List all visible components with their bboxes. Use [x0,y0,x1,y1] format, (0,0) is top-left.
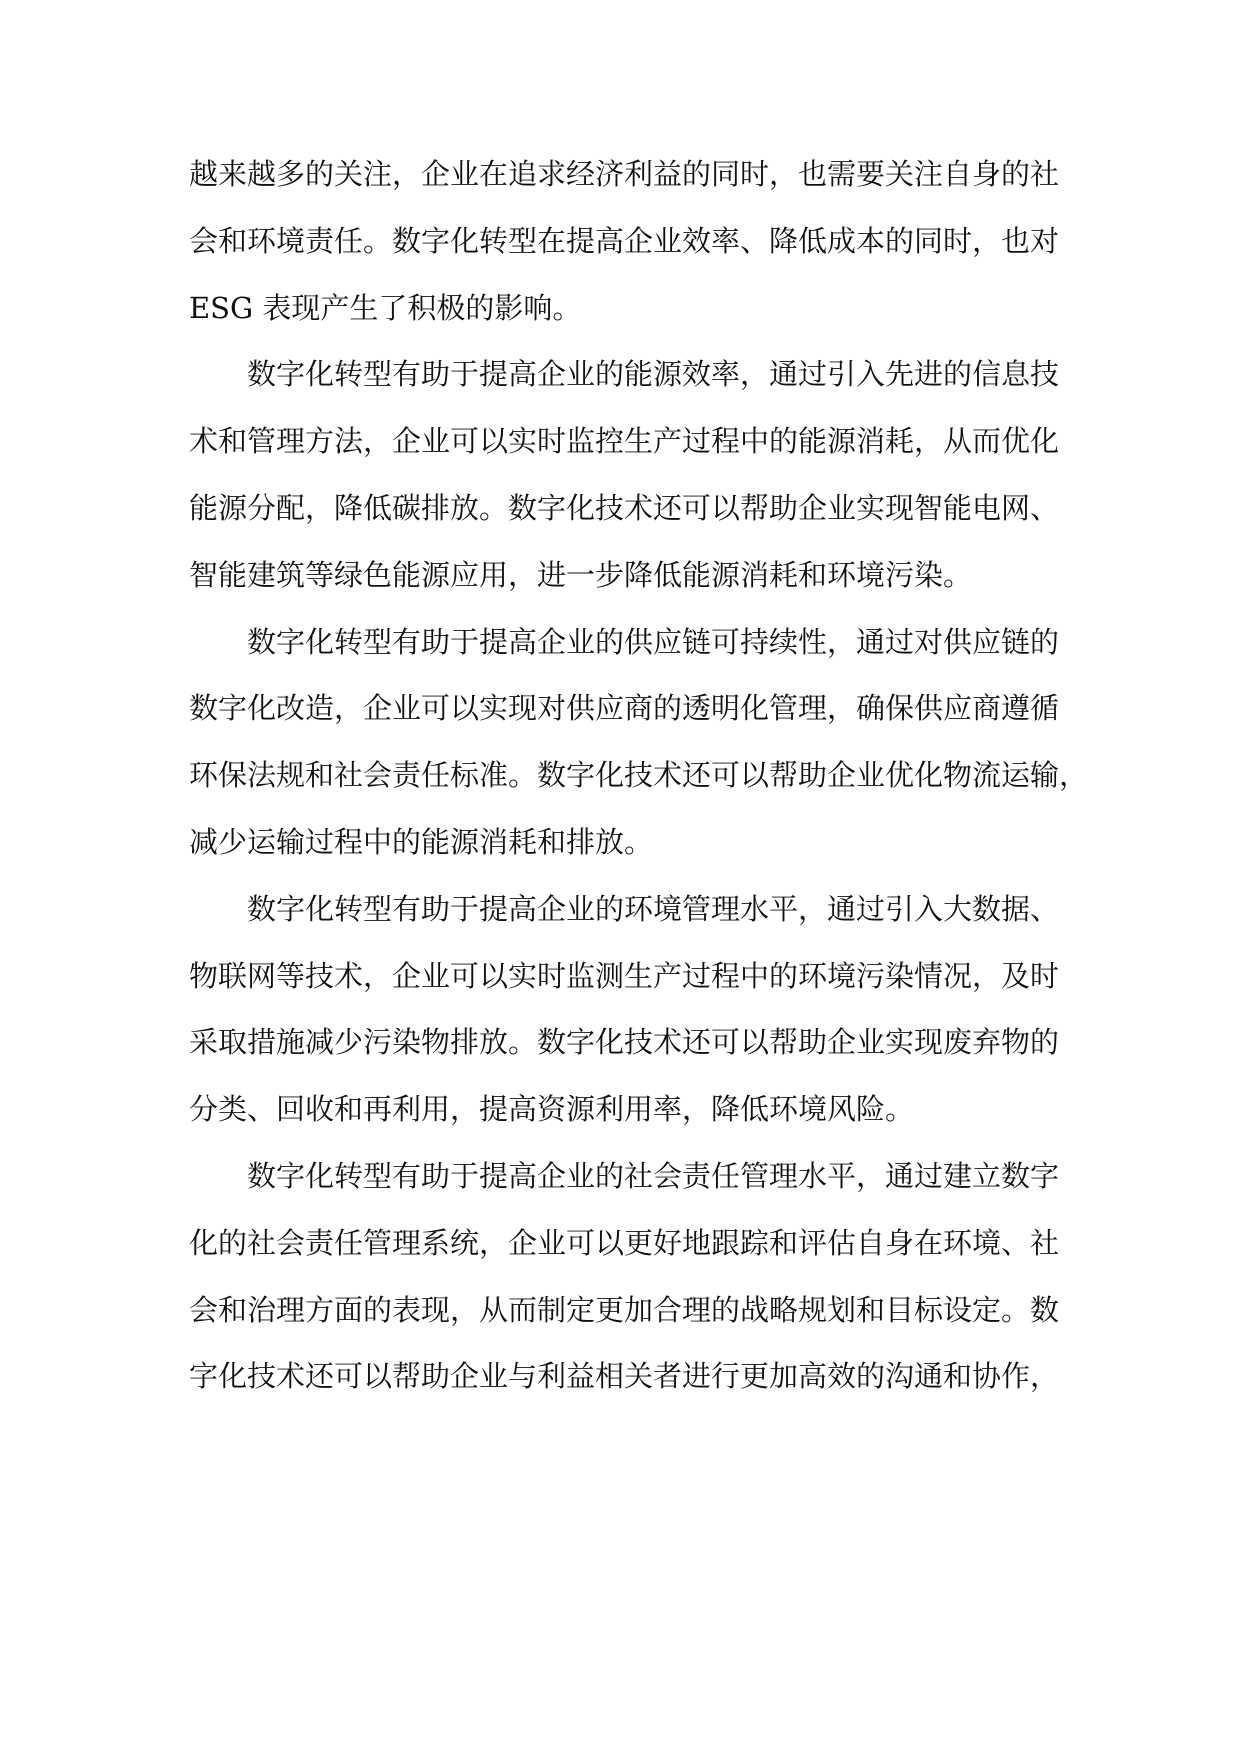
text-line: 会和环境责任。数字化转型在提高企业效率、降低成本的同时，也对 [189,223,1060,258]
text-line: 字化技术还可以帮助企业与利益相关者进行更加高效的沟通和协作， [189,1359,1060,1394]
text-line: 越来越多的关注，企业在追求经济利益的同时，也需要关注自身的社 [189,157,1060,191]
text-line: 会和治理方面的表现，从而制定更加合理的战略规划和目标设定。数 [189,1292,1060,1327]
text-line: 采取措施减少污染物排放。数字化技术还可以帮助企业实现废弃物的 [189,1025,1060,1060]
text-line: 数字化改造，企业可以实现对供应商的透明化管理，确保供应商遵循 [189,691,1060,726]
text-line: 数字化转型有助于提高企业的供应链可持续性，通过对供应链的 [247,624,1060,659]
text-line: 分类、回收和再利用，提高资源利用率，降低环境风险。 [189,1092,915,1127]
text-line: 术和管理方法，企业可以实时监控生产过程中的能源消耗，从而优化 [189,424,1060,459]
text-line: 数字化转型有助于提高企业的环境管理水平，通过引入大数据、 [247,891,1060,926]
body-text [189,141,1089,1410]
text-line: 能源分配，降低碳排放。数字化技术还可以帮助企业实现智能电网、 [189,490,1060,525]
paragraph-2 [189,341,1060,608]
text-line: 化的社会责任管理系统，企业可以更好地跟踪和评估自身在环境、社 [189,1225,1060,1260]
text-line: 环保法规和社会责任标准。数字化技术还可以帮助企业优化物流运输， [189,758,1089,793]
paragraph-1 [189,141,1060,341]
text-line: 数字化转型有助于提高企业的能源效率，通过引入先进的信息技 [247,357,1060,392]
paragraph-5 [189,1143,1060,1410]
paragraph-4 [189,876,1060,1143]
text-line: 智能建筑等绿色能源应用，进一步降低能源消耗和环境污染。 [189,557,973,592]
text-line: 物联网等技术，企业可以实时监测生产过程中的环境污染情况，及时 [189,958,1060,993]
text-line: 数字化转型有助于提高企业的社会责任管理水平，通过建立数字 [247,1158,1060,1193]
text-line: 减少运输过程中的能源消耗和排放。 [189,824,654,859]
text-line: ESG 表现产生了积极的影响。 [189,290,582,325]
paragraph-3 [189,609,1089,876]
